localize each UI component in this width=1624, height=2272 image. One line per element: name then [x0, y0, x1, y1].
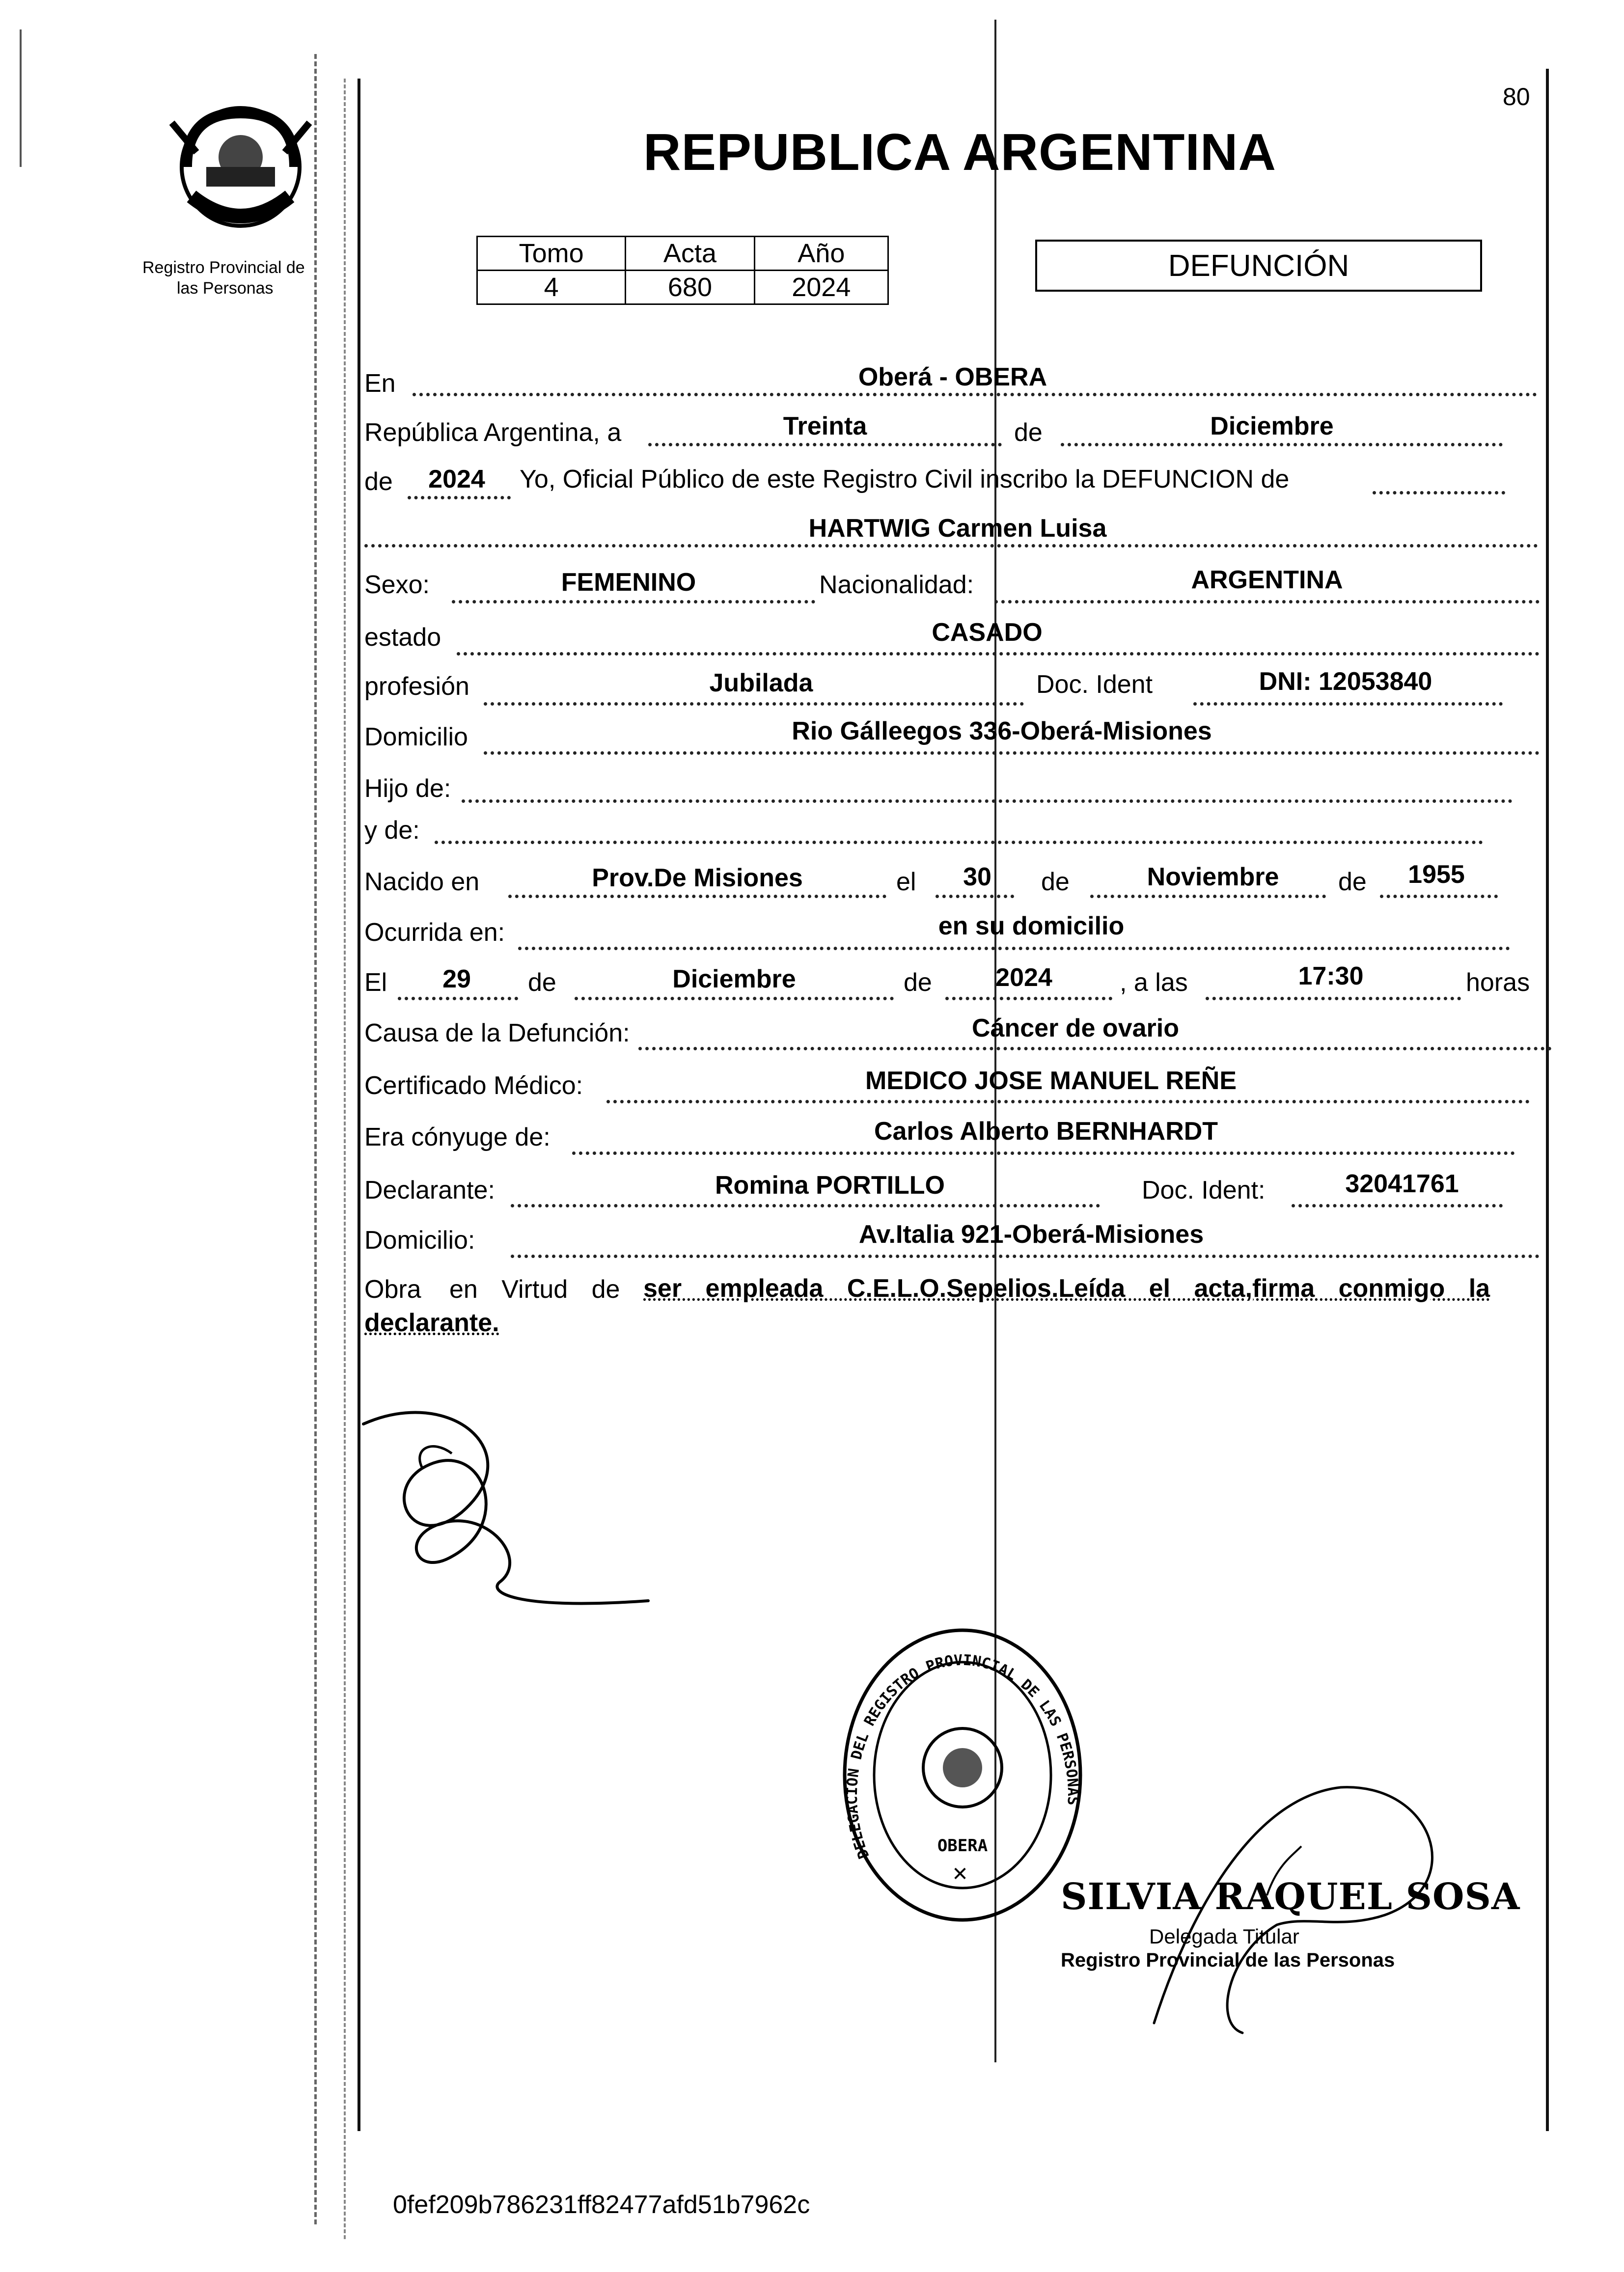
- label-de-month: de: [1014, 418, 1043, 447]
- label-domicilio: Domicilio: [364, 723, 468, 751]
- value-year: 2024: [428, 465, 485, 493]
- value-sex: FEMENINO: [561, 568, 696, 597]
- dotted-line-place: [413, 393, 1537, 396]
- value-day-words: Treinta: [783, 412, 867, 440]
- value-spouse: Carlos Alberto BERNHARDT: [874, 1117, 1218, 1146]
- label-profesion: profesión: [364, 672, 469, 701]
- dotted-line-year: [408, 496, 511, 499]
- label-domicilio-declarant: Domicilio:: [364, 1226, 475, 1255]
- dotted-line-death-year: [945, 997, 1112, 1000]
- label-certificado: Certificado Médico:: [364, 1071, 583, 1100]
- svg-text:✕: ✕: [952, 1863, 968, 1885]
- value-document: DNI: 12053840: [1259, 667, 1432, 696]
- table-value-acta: 680: [626, 271, 754, 304]
- label-el: el: [896, 868, 916, 896]
- value-birth-month: Noviembre: [1147, 863, 1279, 891]
- dotted-line-birth-month: [1090, 895, 1326, 898]
- label-de-year: de: [364, 467, 393, 496]
- dotted-line-name: [364, 544, 1538, 547]
- value-declarant-doc: 32041761: [1345, 1170, 1459, 1198]
- dotted-line-birth-day: [936, 895, 1014, 898]
- value-death-month: Diciembre: [672, 965, 796, 993]
- dotted-line-day: [648, 443, 1002, 446]
- dotted-line-birth-year: [1380, 895, 1498, 898]
- page-title: REPUBLICA ARGENTINA: [643, 123, 1277, 181]
- scan-edge-line: [20, 29, 22, 167]
- label-sexo: Sexo:: [364, 571, 430, 599]
- signatory-name: SILVIA RAQUEL SOSA: [1061, 1876, 1520, 1918]
- value-virtue-line2: declarante.: [364, 1309, 499, 1337]
- value-birth-place: Prov.De Misiones: [592, 864, 803, 892]
- signatory-title: Delegada Titular: [1149, 1925, 1299, 1948]
- dotted-line-declarant-doc: [1292, 1204, 1503, 1207]
- stamp-ring-text: DELEGACION DEL REGISTRO PROVINCIAL DE LAS PERSONAS: [843, 1651, 1082, 1861]
- label-republica-a: República Argentina, a: [364, 418, 622, 447]
- page-number: 80: [1503, 83, 1530, 110]
- label-doc-ident-declarant: Doc. Ident:: [1142, 1176, 1266, 1204]
- value-marital-status: CASADO: [932, 618, 1043, 647]
- label-en: En: [364, 369, 396, 398]
- dotted-line-estado: [457, 652, 1540, 656]
- label-doc-ident: Doc. Ident: [1036, 670, 1153, 699]
- value-month: Diciembre: [1210, 412, 1334, 440]
- dotted-line-document: [1193, 702, 1503, 706]
- value-address: Rio Gálleegos 336-Oberá-Misiones: [792, 717, 1212, 745]
- value-virtue-line1: ser empleada C.E.L.O.Sepelios.Leída el acta,firma conmigo la: [643, 1274, 1490, 1303]
- label-de-birth-month: de: [1041, 868, 1070, 896]
- value-profession: Jubilada: [709, 669, 813, 697]
- table-header-tomo: Tomo: [477, 237, 626, 271]
- label-de-death-year: de: [904, 968, 932, 997]
- label-hijo-de: Hijo de:: [364, 774, 451, 803]
- dotted-line-birth-place: [508, 895, 886, 898]
- right-margin-line: [1546, 69, 1549, 2131]
- binding-dash-line-2: [344, 79, 346, 2239]
- table-value-ano: 2024: [754, 271, 888, 304]
- dotted-line-sex: [452, 600, 815, 603]
- binding-dash-line: [314, 54, 317, 2224]
- label-y-de: y de:: [364, 816, 420, 845]
- label-causa: Causa de la Defunción:: [364, 1019, 630, 1047]
- dotted-line-address: [484, 751, 1540, 755]
- label-estado: estado: [364, 623, 441, 652]
- label-obra: Obra: [364, 1275, 421, 1304]
- label-nacionalidad: Nacionalidad:: [819, 571, 974, 599]
- value-declarant: Romina PORTILLO: [715, 1171, 945, 1200]
- table-value-tomo: 4: [477, 271, 626, 304]
- value-birth-year: 1955: [1408, 860, 1465, 889]
- dotted-line-spouse: [572, 1151, 1515, 1155]
- dotted-line-nationality: [994, 600, 1540, 603]
- label-declarante: Declarante:: [364, 1176, 495, 1204]
- dotted-line-certificate: [606, 1100, 1530, 1103]
- record-type-box: DEFUNCIÓN: [1035, 240, 1482, 292]
- dotted-line-profession: [484, 702, 1024, 706]
- value-occurred-at: en su domicilio: [938, 912, 1125, 940]
- label-yo-oficial: Yo, Oficial Público de este Registro Civil inscribo la DEFUNCION de: [520, 465, 1290, 493]
- stamp-center-text: OBERA: [937, 1836, 988, 1856]
- label-a-las: , a las: [1120, 968, 1188, 997]
- record-reference-table: [476, 236, 889, 305]
- dotted-line-month: [1061, 443, 1503, 446]
- dotted-line-death-day: [398, 997, 518, 1000]
- dotted-line-death-month: [575, 997, 894, 1000]
- declarant-signature: [354, 1395, 845, 1630]
- label-horas: horas: [1466, 968, 1530, 997]
- label-conyuge: Era cónyuge de:: [364, 1123, 551, 1151]
- value-death-time: 17:30: [1298, 962, 1364, 990]
- value-declarant-address: Av.Italia 921-Oberá-Misiones: [858, 1220, 1204, 1249]
- label-ocurrida-en: Ocurrida en:: [364, 918, 505, 947]
- dotted-line-cause: [638, 1047, 1552, 1050]
- value-death-year: 2024: [995, 963, 1052, 992]
- registry-name-line2: las Personas: [177, 279, 274, 298]
- official-stamp: [835, 1620, 1090, 1930]
- label-el-cap: El: [364, 968, 387, 997]
- value-death-day: 29: [442, 965, 471, 993]
- signatory-office: Registro Provincial de las Personas: [1061, 1949, 1395, 1971]
- value-deceased-name: HARTWIG Carmen Luisa: [808, 514, 1107, 543]
- dotted-line-mother: [435, 841, 1483, 844]
- value-nationality: ARGENTINA: [1191, 566, 1343, 594]
- label-nacido-en: Nacido en: [364, 868, 480, 896]
- label-en-virtud-de: en Virtud de: [449, 1275, 620, 1304]
- value-birth-day: 30: [963, 863, 991, 891]
- label-de-death-month: de: [528, 968, 556, 997]
- dotted-line-declarant: [511, 1204, 1100, 1207]
- document-hash: 0fef209b786231ff82477afd51b7962c: [393, 2190, 810, 2219]
- left-margin-line: [358, 79, 360, 2131]
- province-seal-logo: [162, 93, 319, 241]
- registry-name-line1: Registro Provincial de: [142, 258, 305, 277]
- dotted-line-declarant-address: [511, 1255, 1540, 1258]
- table-header-acta: Acta: [626, 237, 754, 271]
- dotted-line-death-time: [1206, 997, 1461, 1000]
- label-de-birth-year: de: [1338, 868, 1367, 896]
- table-header-ano: Año: [754, 237, 888, 271]
- value-cause: Cáncer de ovario: [972, 1014, 1179, 1042]
- value-medical-certificate: MEDICO JOSE MANUEL REÑE: [865, 1067, 1237, 1095]
- dotted-line-defuncion: [1373, 491, 1505, 494]
- dotted-line-occurred: [518, 947, 1510, 950]
- value-place: Oberá - OBERA: [858, 363, 1047, 391]
- dotted-line-father: [462, 799, 1513, 803]
